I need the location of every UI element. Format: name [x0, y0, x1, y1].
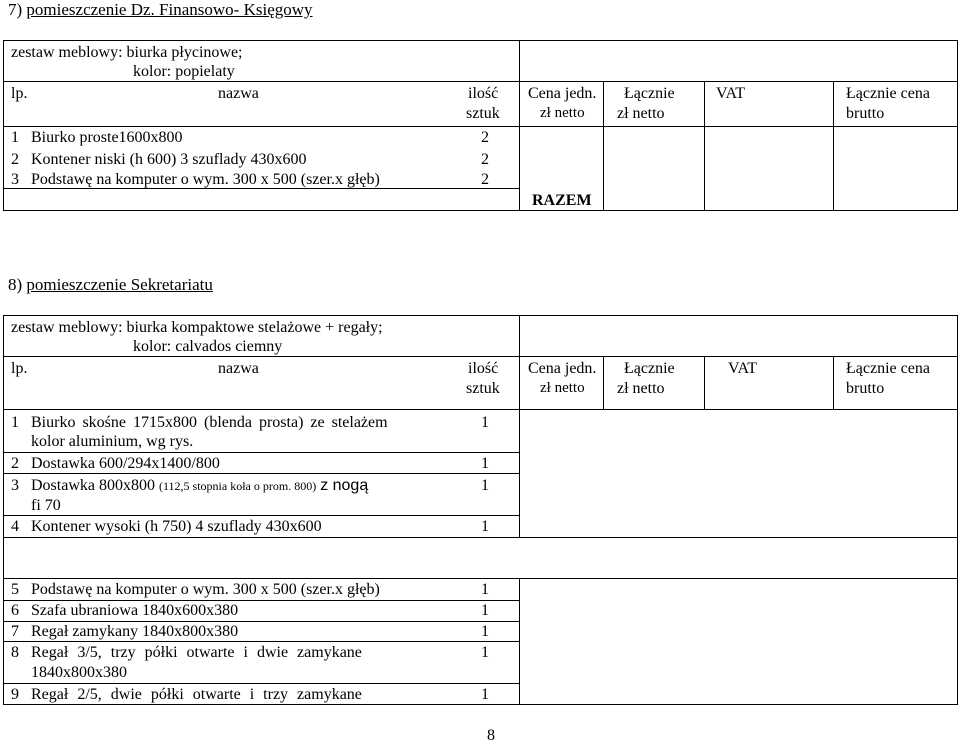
s8-row4-qty: 1 — [481, 518, 489, 535]
s7-row1-qty: 2 — [481, 129, 489, 146]
section-7-heading — [8, 0, 313, 20]
s8-row7-lp: 7 — [11, 623, 19, 640]
s8-header-ilosc: ilość — [468, 360, 499, 377]
s7-row1-name: Biurko proste1600x800 — [31, 129, 183, 146]
s8-row2-lp: 2 — [11, 455, 19, 472]
s8-row9-name: Regał 2/5, dwie półki otwarte i trzy zamykane — [31, 686, 362, 703]
s8-row8-qty: 1 — [481, 644, 489, 661]
section-8-heading — [8, 275, 213, 295]
s8-row3-name-cont: fi 70 — [31, 497, 61, 514]
s8-row5-lp: 5 — [11, 581, 19, 598]
s8-row3-name-tail: z nogą — [320, 477, 369, 494]
s7-header-cena: Cena jedn. — [528, 85, 597, 102]
s8-row5-qty: 1 — [481, 581, 489, 598]
s7-row3-qty: 2 — [481, 171, 489, 188]
section-8-title: pomieszczenie Sekretariatu — [26, 275, 213, 294]
s8-header-brutto: Łącznie cena — [846, 360, 930, 377]
s8-row8-name: Regał 3/5, trzy półki otwarte i dwie zamykane — [31, 644, 362, 661]
s8-row4-name: Kontener wysoki (h 750) 4 szuflady 430x600 — [31, 518, 322, 535]
s8-row3-lp: 3 — [11, 477, 19, 494]
s7-row1-lp: 1 — [11, 129, 19, 146]
s7-header-ilosc: ilość — [468, 85, 499, 102]
s7-header-lacznie: Łącznie — [624, 85, 675, 102]
s7-razem-label: RAZEM — [532, 192, 592, 209]
s7-header-lacznie-unit: zł netto — [617, 105, 665, 122]
s8-row7-qty: 1 — [481, 623, 489, 640]
s8-header-lacznie-unit: zł netto — [617, 380, 665, 397]
section-8-set-line2: kolor: calvados ciemny — [133, 338, 283, 355]
s8-row1-name-cont: kolor aluminium, wg rys. — [31, 433, 194, 450]
s7-header-brutto-unit: brutto — [846, 105, 885, 122]
s8-row8-name-cont: 1840x800x380 — [31, 664, 127, 681]
s7-header-lp: lp. — [11, 85, 28, 102]
s7-header-sztuk: sztuk — [466, 105, 500, 122]
s8-header-lp: lp. — [11, 360, 28, 377]
section-8-set-line1: zestaw meblowy: biurka kompaktowe stelażowe + regały; — [11, 319, 383, 336]
s8-header-nazwa: nazwa — [218, 360, 259, 377]
s8-header-vat: VAT — [728, 360, 758, 377]
s7-row2-lp: 2 — [11, 151, 19, 168]
s8-header-sztuk: sztuk — [466, 380, 500, 397]
s7-row2-qty: 2 — [481, 151, 489, 168]
s7-header-nazwa: nazwa — [218, 85, 259, 102]
section-7-title: pomieszczenie Dz. Finansowo- Księgowy — [26, 0, 313, 19]
s8-row9-qty: 1 — [481, 686, 489, 703]
s8-header-cena-unit: zł netto — [540, 380, 585, 396]
s8-row6-name: Szafa ubraniowa 1840x600x380 — [31, 602, 239, 619]
page-number: 8 — [487, 727, 495, 744]
s8-header-brutto-unit: brutto — [846, 380, 885, 397]
s8-row3-qty: 1 — [481, 477, 489, 494]
s8-row3-name — [31, 476, 368, 496]
s8-row1-name: Biurko skośne 1715x800 (blenda prosta) ze stelażem — [31, 414, 388, 431]
section-7-set-line1: zestaw meblowy: biurka płycinowe; — [11, 44, 243, 61]
s7-row3-lp: 3 — [11, 171, 19, 188]
s7-row2-name: Kontener niski (h 600) 3 szuflady 430x600 — [31, 151, 307, 168]
s8-row8-lp: 8 — [11, 644, 19, 661]
section-7-set-line2: kolor: popielaty — [133, 63, 235, 80]
s8-row4-lp: 4 — [11, 518, 19, 535]
s8-row2-qty: 1 — [481, 455, 489, 472]
s8-row3-name-main: Dostawka 800x800 — [31, 477, 155, 494]
s7-header-brutto: Łącznie cena — [846, 85, 930, 102]
s8-row9-lp: 9 — [11, 686, 19, 703]
s8-header-cena: Cena jedn. — [528, 360, 597, 377]
s8-row6-lp: 6 — [11, 602, 19, 619]
s8-row1-lp: 1 — [11, 414, 19, 431]
s8-row6-qty: 1 — [481, 602, 489, 619]
s8-header-lacznie: Łącznie — [624, 360, 675, 377]
s7-row3-name: Podstawę na komputer o wym. 300 x 500 (szer.x głęb) — [31, 171, 380, 188]
s8-row7-name: Regał zamykany 1840x800x380 — [31, 623, 239, 640]
s8-row5-name: Podstawę na komputer o wym. 300 x 500 (szer.x głęb) — [31, 581, 380, 598]
s8-row2-name: Dostawka 600/294x1400/800 — [31, 455, 220, 472]
s7-header-cena-unit: zł netto — [540, 105, 585, 121]
section-7-number: 7) — [8, 0, 23, 19]
section-8-number: 8) — [8, 275, 23, 294]
s8-row1-qty: 1 — [481, 414, 489, 431]
s8-row3-name-detail: (112,5 stopnia koła o prom. 800) — [158, 479, 317, 493]
s7-header-vat: VAT — [716, 85, 746, 102]
